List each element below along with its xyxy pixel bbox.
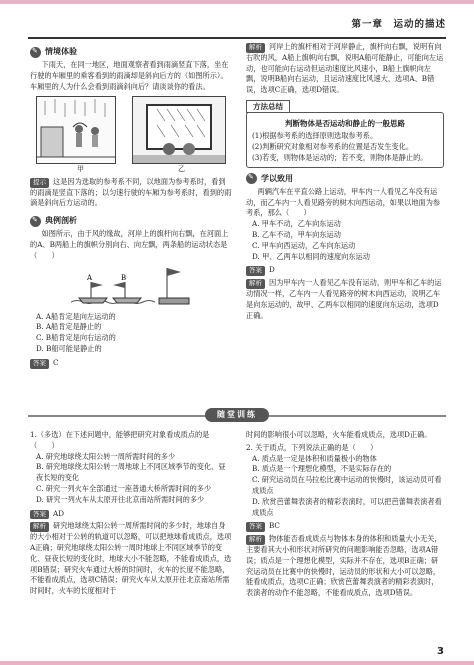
illustration-labels [30,164,232,175]
method-item-2: (2)判断研究对象相对参考系的位置是否发生变化。 [252,142,414,152]
method-item-1: (1)根据参考系的选择原则选取参考系。 [252,131,378,141]
train-passenger-illustration [132,96,226,164]
xueyi-option-c: C. 甲车向西运动，乙车向东运动 [252,240,356,250]
question-2 [246,430,444,599]
chapter-header: 第一章 运动的描述 [351,19,446,30]
q1-option-c: C. 研究一列火车全部通过一座普通大桥所需时间的多少 [36,483,212,493]
xueyi-heading [246,173,444,185]
dianli-heading [30,215,232,227]
boats-flagpole-figure [71,264,191,312]
pencil-icon [246,173,257,184]
q1-answer [30,509,232,520]
analysis-text: 研究地球绕太阳公转一周所需时间的多少时，地球自身的大小相对于公转的轨道可以忽略，可以把地球看成质点，选项A正确；研究地球绕太阳公转一周时地球上不同区域季节的变化、昼夜长短的变化时，地球大小不能忽略，不能看成质点，选项B错误；研究火车通过大桥的时间时，火车的长度不能忽略，不能看成质点，选项C错误；研究火车从太原开往北京南站所需时间时，火车的长度相对于 [30,521,232,596]
q1-analysis [30,521,232,597]
answer-tag: 答案 [246,522,265,532]
xueyi-analysis [246,278,444,321]
analysis-tag: 解析 [246,279,265,289]
rain-illustrations [36,96,226,164]
dianli-title: 典例剖析 [45,216,77,226]
xueyi-option-a: A. 甲车不动，乙车向东运动 [252,219,341,229]
hint-text: 这是因为选取的参考系不同，以地面为参考系时，看到的雨滴是竖直下落的；以匀速行驶的车厢为参考系时，看到的雨滴是斜向后方运动的。 [30,176,232,208]
qingjing-text: 下雨天，在同一地区，地面观察者看到雨滴竖直下落，坐在行驶的车厢里的乘客看到的雨滴却是斜向后方的（如图所示）。车厢里的人为什么会看到雨滴斜向后？请谈谈你的看法。 [30,60,229,91]
xueyi-text: 两辆汽车在平直公路上运动，甲车内一人看见乙车没有运动，而乙车内一人看见路旁的树木向西运动，如果以地面为参考系，那么（ ） [246,186,441,218]
q1-analysis-continued: 时间的影响很小可以忽略，火车能看成质点，选项D正确。 [246,430,432,439]
boat-a-label: A [87,273,93,282]
q2-stem: 2. 关于质点，下列说法正确的是（ ） [246,442,378,452]
pencil-icon [30,47,41,58]
bottom-color-bar [0,661,474,665]
analysis-text: 因为甲车内一人看见乙车没有运动，则甲车和乙车的运动情况一样，乙车内一人看见路旁的树木向西运动，说明乙车是向东运动的，故甲、乙两车以相同的速度向东运动，选项D正确。 [246,278,442,320]
answer-value: BC [269,521,280,531]
practice-banner-title: 随堂训练 [205,408,269,422]
answer-tag: 答案 [30,510,49,520]
question-1 [30,430,232,597]
label-yi: 乙 [178,165,185,174]
q1-option-a: A. 研究地球绕太阳公转一周所需时间的多少 [36,451,176,461]
label-jia: 甲 [77,165,84,174]
q2-option-a: A. 质点是一定是体积和质量极小的物体 [252,453,377,463]
analysis-tag: 解析 [30,522,49,532]
q2-analysis [246,534,444,599]
q1-option-d: D. 研究一列火车从太原开往北京南站所需时间的多少 [36,494,205,504]
hint-tag: 提示 [30,178,49,188]
pencil-icon [30,216,41,227]
practice-banner [28,408,446,422]
dianli-text: 如图所示，由于风的缘故，河岸上的旗杆向右飘，在河面上的A、B两船上的旗帜分别向右、向左飘，两条船的运动状态是（ ） [30,229,229,260]
page-number: 3 [437,646,444,657]
xueyi-option-d: D. 甲、乙两车以相同的速度向东运动 [252,251,370,261]
xueyi-title: 学以致用 [261,173,293,183]
method-item-3: (3)若变，则物体是运动的；若不变，则物体是静止的。 [252,153,428,163]
answer-value: C [53,357,59,367]
qingjing-hint [30,177,232,209]
answer-tag: 答案 [30,359,49,369]
analysis-tag: 解析 [246,43,265,53]
qingjing-heading [30,46,232,58]
xueyi-option-b: B. 乙车不动，甲车向东运动 [252,230,341,240]
q1-option-b: B. 研究地球绕太阳公转一周地球上不同区域季节的变化、昼夜长短的变化 [36,462,226,483]
top-color-bar [0,0,474,4]
qingjing-title: 情境体验 [45,47,77,56]
dianli-option-b: B. A船肯定是静止的 [36,322,102,332]
q1-stem: 1.（多选）在下述问题中，能够把研究对象看成质点的是（ ） [30,430,210,450]
q2-answer [246,521,444,532]
left-column [30,42,232,369]
dianli-analysis [246,42,444,96]
answer-value: AD [53,508,64,518]
analysis-text: 河岸上的旗杆相对于河岸静止，旗杆向右飘，说明有向右吹的风，A船上旗帜向右飘，说明A船可能静止，可能向左运动，也可能向右运动但运动速度比风速小，B船上旗帜向左飘，说明B船向右运动，且运动速度比风速大，选项A、B错误，选项C正确，选项D错误。 [246,42,444,95]
dianli-option-d: D. B船可能是静止的 [36,344,102,354]
header-rule [28,37,446,39]
dianli-option-a: A. A船肯定是向左运动的 [36,311,116,321]
analysis-text: 物体能否看成质点与物体本身的体积和质量大小无关，主要看其大小和形状对所研究的问题影响能否忽略，选项A错误；质点是一个理想化模型，实际并不存在，选项B正确；研究运动员在比赛中的快慢时，运动员的形状和大小可以忽略，能看成质点，选项C正确；欣赏芭蕾舞表演者的精彩表演时，表演者的动作不能忽略，不能看成质点，选项D错误。 [246,534,442,598]
xueyi-options [246,219,444,262]
right-column [246,42,444,321]
dianli-options [30,312,232,355]
method-summary-title: 方法总结 [246,100,290,113]
q2-option-b: B. 质点是一个理想化模型，不是实际存在的 [252,464,392,474]
ground-observer-illustration [36,96,116,164]
q2-option-d: D. 欣赏芭蕾舞表演者的精彩表演时，可以把芭蕾舞表演者看成质点 [252,496,442,517]
q2-option-c: C. 研究运动员在马拉松比赛中运动的快慢时，该运动员可看成质点 [252,475,442,495]
answer-tag: 答案 [246,266,265,276]
answer-value: D [269,265,275,275]
method-summary-subtitle: 判断物体是否运动和静止的一般思路 [285,119,405,129]
dianli-option-c: C. B船肯定是向右运动的 [36,333,116,343]
method-summary-box [246,100,444,168]
xueyi-answer [246,265,444,276]
dianli-answer [30,358,232,369]
boat-b-label: B [121,273,127,282]
analysis-tag: 解析 [246,535,265,545]
